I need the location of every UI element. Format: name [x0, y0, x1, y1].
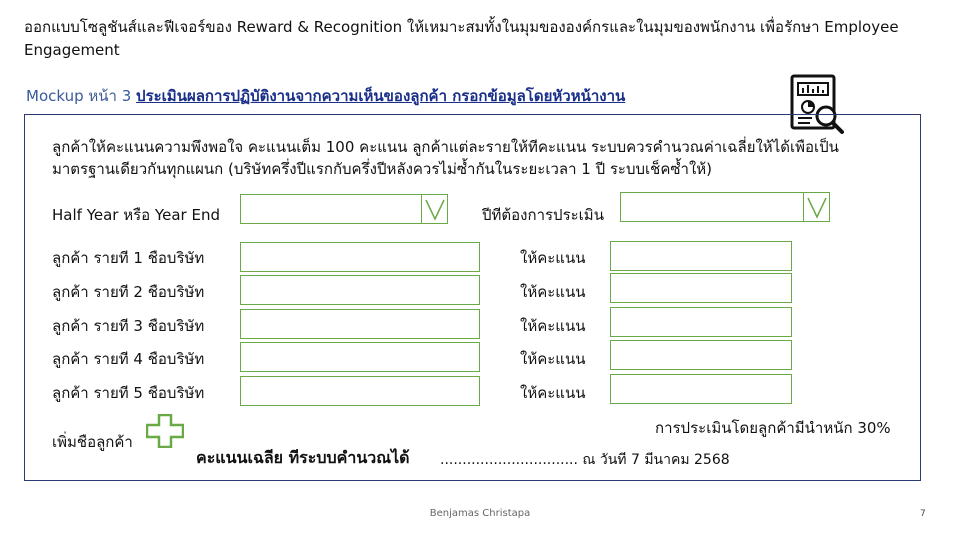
year-label: ปีทีต้องการประเมิน	[482, 206, 604, 224]
add-customer-button[interactable]	[146, 414, 184, 448]
customer-3-company-input[interactable]	[240, 309, 480, 339]
chevron-down-icon	[425, 198, 445, 222]
customer-1-score-input[interactable]	[610, 241, 792, 271]
period-dropdown-button[interactable]	[421, 195, 447, 223]
year-dropdown-button[interactable]	[803, 193, 829, 221]
add-customer-label: เพิ่มชือลูกค้า	[52, 433, 133, 451]
customer-3-label: ลูกค้า รายที 3 ชือบริษัท	[52, 317, 205, 335]
slide-title: ออกแบบโซลูชันส์และฟีเจอร์ของ Reward & Recognition ให้เหมาะสมทั้งในมุมขององค์กรและในมุมของพนักงาน เพื่อรักษา Employee Engagement	[24, 18, 899, 59]
average-score-label: คะแนนเฉลีย ทีระบบคำนวณได้	[196, 448, 410, 467]
mockup-page-link[interactable]: ประเมินผลการปฏิบัติงานจากความเห็นของลูกค้า กรอกข้อมูลโดยหัวหน้างาน	[136, 87, 626, 105]
period-dropdown[interactable]	[240, 194, 448, 224]
customer-4-score-label: ให้คะแนน	[520, 350, 586, 368]
page-number: 7	[920, 509, 926, 519]
customer-4-label: ลูกค้า รายที 4 ชือบริษัท	[52, 350, 205, 368]
customer-2-score-input[interactable]	[610, 273, 792, 303]
customer-2-label: ลูกค้า รายที 2 ชือบริษัท	[52, 283, 205, 301]
customer-5-score-input[interactable]	[610, 374, 792, 404]
customer-5-company-input[interactable]	[240, 376, 480, 406]
customer-2-company-input[interactable]	[240, 275, 480, 305]
plus-icon	[146, 414, 184, 448]
weight-note: การประเมินโดยลูกค้ามีนำหนัก 30%	[655, 419, 891, 437]
mockup-prefix: Mockup หน้า 3	[26, 87, 137, 105]
footer-author: Benjamas Christapa	[429, 508, 531, 519]
customer-1-company-input[interactable]	[240, 242, 480, 272]
customer-4-company-input[interactable]	[240, 342, 480, 372]
period-label: Half Year หรือ Year End	[52, 206, 220, 224]
customer-3-score-label: ให้คะแนน	[520, 317, 586, 335]
customer-5-label: ลูกค้า รายที 5 ชือบริษัท	[52, 384, 205, 402]
customer-5-score-label: ให้คะแนน	[520, 384, 586, 402]
year-dropdown[interactable]	[620, 192, 830, 222]
customer-3-score-input[interactable]	[610, 307, 792, 337]
customer-4-score-input[interactable]	[610, 340, 792, 370]
mockup-heading	[26, 84, 625, 108]
average-score-date: ............................... ณ วันที 7 มีนาคม 2568	[440, 452, 730, 468]
customer-1-label: ลูกค้า รายที 1 ชือบริษัท	[52, 249, 205, 267]
form-intro: ลูกค้าให้คะแนนความพึงพอใจ คะแนนเต็ม 100 คะแนน ลูกค้าแต่ละรายให้ทีคะแนน ระบบควรคำนวณค่าเฉลี่ยให้ได้เพือเป็นมาตรฐานเดียวกันทุกแผนก (บริษัทครึ่งปีแรกกับครึ่งปีหลังควรไม่ซ้ำกันในระยะเวลา 1 ปี ระบบเช็คซ้ำให้)	[52, 138, 839, 178]
customer-1-score-label: ให้คะแนน	[520, 249, 586, 267]
chevron-down-icon	[807, 196, 827, 220]
customer-2-score-label: ให้คะแนน	[520, 283, 586, 301]
